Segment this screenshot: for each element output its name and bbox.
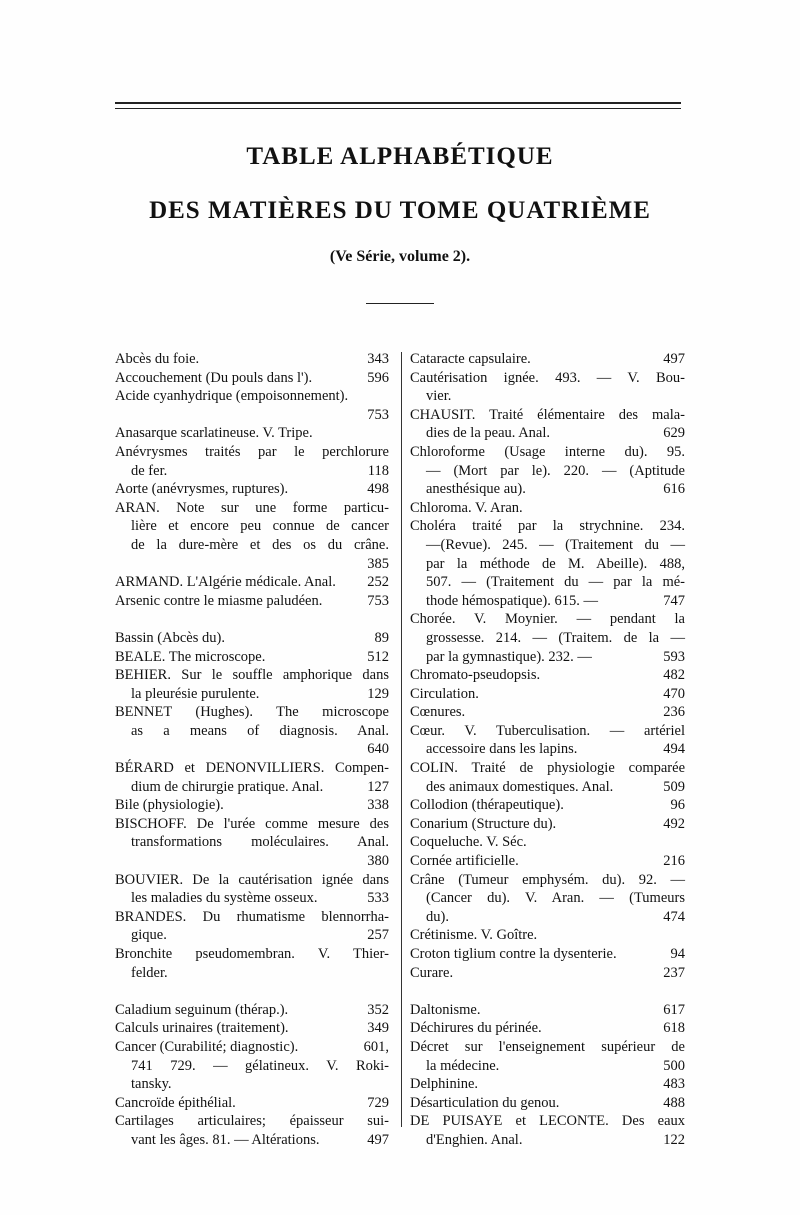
entry-text: BISCHOFF. De l'urée comme mesure des (115, 815, 389, 832)
page-number: 533 (367, 890, 389, 907)
entry-text: Conarium (Structure du). (410, 815, 557, 832)
index-entry-line (115, 536, 389, 555)
entry-text: BÉRARD et DENONVILLIERS. Compen- (115, 760, 389, 777)
entry-text: la pleurésie purulente. (131, 685, 260, 702)
entry-text: DE PUISAYE et LECONTE. Des eaux (410, 1113, 685, 1130)
index-entry-line (410, 852, 685, 871)
index-entry-line (410, 815, 685, 834)
index-entry-line (115, 926, 389, 945)
index-entry-line (410, 1075, 685, 1094)
index-entry-line (410, 536, 685, 555)
entry-text: Anasarque scarlatineuse. V. Tripe. (115, 425, 313, 442)
page-number: 343 (367, 351, 389, 367)
page-number: 470 (663, 685, 685, 702)
index-entry-line (115, 1112, 389, 1131)
entry-text: transformations moléculaires. Anal. (131, 834, 389, 851)
index-entry-line (410, 443, 685, 462)
page-number: 94 (670, 946, 685, 962)
entry-text: thode hémospatique). 615. — (426, 592, 598, 609)
page-number: 236 (663, 704, 685, 721)
entry-text: Anévrysmes traités par le perchlorure (115, 443, 389, 460)
page-number: 616 (663, 481, 685, 498)
index-entry-line (115, 462, 389, 481)
entry-text: Cornée artificielle. (410, 853, 519, 870)
entry-text: Bassin (Abcès du). (115, 629, 225, 646)
entry-text: Choléra traité par la strychnine. 234. (410, 518, 685, 535)
index-entry-line (410, 629, 685, 648)
entry-text: Chromato-pseudopsis. (410, 667, 541, 684)
entry-text: CHAUSIT. Traité élémentaire des mala- (410, 406, 685, 423)
page-number: 96 (670, 797, 685, 814)
index-entry-line (115, 964, 389, 983)
entry-text: par la méthode de M. Abeille). 488, (426, 555, 685, 572)
page-number: 257 (367, 927, 389, 944)
column-divider (401, 352, 402, 1127)
index-entry-line (410, 703, 685, 722)
entry-text: ARAN. Note sur une forme particu- (115, 499, 389, 516)
entry-text: Accouchement (Du pouls dans l'). (115, 369, 313, 386)
page-number: 216 (663, 853, 685, 870)
page-number: 512 (367, 648, 389, 665)
entry-text: Cartilages articulaires; épaisseur sui- (115, 1113, 389, 1130)
entry-text: —(Revue). 245. — (Traitement du — (426, 536, 685, 553)
page-number: 129 (367, 685, 389, 702)
index-entry-line (115, 852, 389, 871)
page-number: 497 (367, 1131, 389, 1148)
entry-text: Cœur. V. Tuberculisation. — artériel (410, 722, 685, 739)
entry-text: par la gymnastique). 232. — (426, 648, 592, 665)
index-entry-line (115, 480, 389, 499)
index-entry-line (410, 517, 685, 536)
index-entry-line (410, 462, 685, 481)
entry-text: Désarticulation du genou. (410, 1094, 560, 1111)
entry-text: Chorée. V. Moynier. — pendant la (410, 611, 685, 628)
entry-text: gique. (131, 927, 167, 944)
entry-text: Arsenic contre le miasme paludéen. (115, 592, 323, 609)
index-entry-line (410, 1131, 685, 1150)
index-entry-line (115, 685, 389, 704)
entry-text: COLIN. Traité de physiologie comparée (410, 760, 685, 777)
entry-text: Chloroma. V. Aran. (410, 499, 523, 516)
index-entry-line (410, 833, 685, 852)
index-entry-line (115, 722, 389, 741)
index-entry-line (410, 555, 685, 574)
index-entry-line (410, 666, 685, 685)
page-number: 601, (363, 1038, 389, 1055)
index-entry-line (410, 499, 685, 518)
index-entry-line (115, 629, 389, 648)
page-title-line2: DES MATIÈRES DU TOME QUATRIÈME (149, 197, 651, 224)
page-number: 488 (663, 1094, 685, 1111)
index-entry-line (115, 1075, 389, 1094)
index-entry-line (410, 722, 685, 741)
index-entry-line (115, 1019, 389, 1038)
index-entry-line (115, 1131, 389, 1150)
index-entry-line (410, 759, 685, 778)
index-entry-line (115, 1038, 389, 1057)
entry-text: de la dure-mère et des os du crâne. (131, 536, 389, 553)
entry-text: felder. (131, 964, 168, 981)
index-entry-line (115, 778, 389, 797)
index-entry-line (410, 1057, 685, 1076)
page-number: 89 (374, 629, 389, 646)
page-number: 237 (663, 964, 685, 981)
index-entry-line (115, 350, 389, 369)
index-entry-line (115, 1057, 389, 1076)
entry-text: BENNET (Hughes). The microscope (115, 704, 389, 721)
page-number: 482 (663, 667, 685, 684)
page-number: 596 (367, 369, 389, 386)
page-number: 492 (663, 815, 685, 832)
entry-text: accessoire dans les lapins. (426, 741, 578, 758)
entry-text: tansky. (131, 1076, 172, 1093)
index-entry-line (410, 1038, 685, 1057)
page-number: 122 (663, 1131, 685, 1148)
index-entry-line (410, 406, 685, 425)
index-entry-line (115, 573, 389, 592)
index-entry-line (115, 666, 389, 685)
entry-text: d'Enghien. Anal. (426, 1131, 523, 1148)
entry-text: BOUVIER. De la cautérisation ignée dans (115, 871, 389, 888)
index-entry-line (115, 871, 389, 890)
index-entry-line (410, 1019, 685, 1038)
section-gap (115, 610, 389, 629)
index-entry-line (115, 889, 389, 908)
index-entry-line (410, 926, 685, 945)
entry-text: Coqueluche. V. Séc. (410, 834, 527, 851)
page-number: 494 (663, 741, 685, 758)
entry-text: dium de chirurgie pratique. Anal. (131, 778, 324, 795)
index-entry-line (410, 889, 685, 908)
entry-text: 741 729. — gélatineux. V. Roki- (131, 1057, 389, 1074)
index-entry-line (115, 406, 389, 425)
entry-text: — (Mort par le). 220. — (Aptitude (426, 462, 685, 479)
entry-text: (Cancer du). V. Aran. — (Tumeurs (426, 890, 685, 907)
index-entry-line (115, 759, 389, 778)
page-number: 498 (367, 481, 389, 498)
index-entry-line (115, 703, 389, 722)
entry-text: Daltonisme. (410, 1001, 481, 1018)
index-entry-line (410, 908, 685, 927)
page-number: 629 (663, 425, 685, 442)
entry-text: BEHIER. Sur le souffle amphorique dans (115, 667, 389, 684)
page-number: 753 (367, 406, 389, 423)
entry-text: Acide cyanhydrique (empoisonnement). (115, 388, 349, 405)
index-entry-line (115, 833, 389, 852)
entry-text: de fer. (131, 462, 168, 479)
index-entry-line (115, 424, 389, 443)
index-entry-line (115, 555, 389, 574)
entry-text: Caladium seguinum (thérap.). (115, 1001, 289, 1018)
index-entry-line (115, 592, 389, 611)
index-entry-line (115, 499, 389, 518)
index-entry-line (115, 908, 389, 927)
index-entry-line (115, 369, 389, 388)
entry-text: as a means of diagnosis. Anal. (131, 722, 389, 739)
entry-text: anesthésique au). (426, 481, 526, 498)
page-number: 380 (367, 853, 389, 870)
page-number: 729 (367, 1094, 389, 1111)
page-number: 618 (663, 1020, 685, 1037)
section-gap (410, 982, 685, 1001)
entry-text: grossesse. 214. — (Traitem. de la — (426, 629, 685, 646)
header-rule-thin (115, 108, 681, 109)
index-entry-line (410, 945, 685, 964)
index-entry-line (410, 778, 685, 797)
page-number: 747 (663, 592, 685, 609)
entry-text: Croton tiglium contre la dysenterie. (410, 946, 617, 962)
page-number: 385 (367, 555, 389, 572)
index-column-left (115, 350, 389, 1150)
index-entry-line (115, 648, 389, 667)
section-gap (115, 982, 389, 1001)
index-entry-line (410, 648, 685, 667)
entry-text: les maladies du système osseux. (131, 890, 318, 907)
page-subtitle: (Ve Série, volume 2). (329, 248, 471, 265)
entry-text: Collodion (thérapeutique). (410, 797, 564, 814)
index-entry-line (410, 480, 685, 499)
entry-text: du). (426, 908, 449, 925)
entry-text: 507. — (Traitement du — par la mé- (426, 574, 685, 591)
entry-text: Cancer (Curabilité; diagnostic). (115, 1038, 299, 1055)
index-entry-line (410, 1112, 685, 1131)
title-divider (366, 303, 434, 304)
entry-text: Crâne (Tumeur emphysém. du). 92. — (410, 871, 685, 888)
page-number: 252 (367, 574, 389, 591)
index-entry-line (410, 387, 685, 406)
page-number: 474 (663, 908, 685, 925)
entry-text: ARMAND. L'Algérie médicale. Anal. (115, 574, 336, 591)
index-entry-line (115, 796, 389, 815)
entry-text: Calculs urinaires (traitement). (115, 1020, 289, 1037)
page-number: 497 (663, 351, 685, 367)
page-number: 338 (367, 797, 389, 814)
page-number: 500 (663, 1057, 685, 1074)
index-entry-line (410, 424, 685, 443)
page-number: 509 (663, 778, 685, 795)
entry-text: lière et encore peu connue de cancer (131, 518, 389, 535)
entry-text: vant les âges. 81. — Altérations. (131, 1131, 320, 1148)
entry-text: la médecine. (426, 1057, 500, 1074)
entry-text: Déchirures du périnée. (410, 1020, 542, 1037)
entry-text: Décret sur l'enseignement supérieur de (410, 1038, 685, 1055)
index-entry-line (115, 1094, 389, 1113)
page-number: 617 (663, 1001, 685, 1018)
page-number: 483 (663, 1076, 685, 1093)
entry-text: Cœnures. (410, 704, 466, 721)
entry-text: vier. (426, 388, 452, 405)
entry-text: BRANDES. Du rhumatisme blennorrha- (115, 908, 389, 925)
entry-text: des animaux domestiques. Anal. (426, 778, 614, 795)
page-number: 753 (367, 592, 389, 609)
index-entry-line (410, 573, 685, 592)
index-entry-line (410, 1094, 685, 1113)
page-number: 640 (367, 741, 389, 758)
entry-text: Bile (physiologie). (115, 797, 224, 814)
index-entry-line (115, 945, 389, 964)
header-rule-thick (115, 102, 681, 104)
entry-text: Aorte (anévrysmes, ruptures). (115, 481, 289, 498)
entry-text: Cataracte capsulaire. (410, 351, 531, 367)
index-entry-line (410, 369, 685, 388)
page-number: 349 (367, 1020, 389, 1037)
page-number: 118 (367, 462, 389, 479)
page-title: TABLE ALPHABÉTIQUE (246, 143, 554, 170)
index-entry-line (410, 964, 685, 983)
entry-text: Cancroïde épithélial. (115, 1094, 236, 1111)
index-entry-line (410, 871, 685, 890)
entry-text: Circulation. (410, 685, 479, 702)
entry-text: Crétinisme. V. Goître. (410, 927, 538, 944)
index-entry-line (410, 350, 685, 369)
entry-text: Chloroforme (Usage interne du). 95. (410, 443, 685, 460)
index-entry-line (115, 517, 389, 536)
entry-text: dies de la peau. Anal. (426, 425, 551, 442)
entry-text: BEALE. The microscope. (115, 648, 266, 665)
index-entry-line (410, 685, 685, 704)
index-entry-line (115, 387, 389, 406)
page-number: 352 (367, 1001, 389, 1018)
index-entry-line (410, 1001, 685, 1020)
entry-text: Curare. (410, 964, 454, 981)
page-number: 593 (663, 648, 685, 665)
entry-text: Cautérisation ignée. 493. — V. Bou- (410, 369, 685, 386)
index-entry-line (115, 1001, 389, 1020)
page-number: 127 (367, 778, 389, 795)
index-entry-line (115, 740, 389, 759)
index-entry-line (410, 740, 685, 759)
index-column-right (410, 350, 685, 1150)
index-entry-line (410, 610, 685, 629)
entry-text: Delphinine. (410, 1076, 479, 1093)
entry-text: Bronchite pseudomembran. V. Thier- (115, 946, 389, 962)
entry-text: Abcès du foie. (115, 351, 200, 367)
index-entry-line (115, 815, 389, 834)
index-entry-line (115, 443, 389, 462)
index-entry-line (410, 796, 685, 815)
index-entry-line (410, 592, 685, 611)
